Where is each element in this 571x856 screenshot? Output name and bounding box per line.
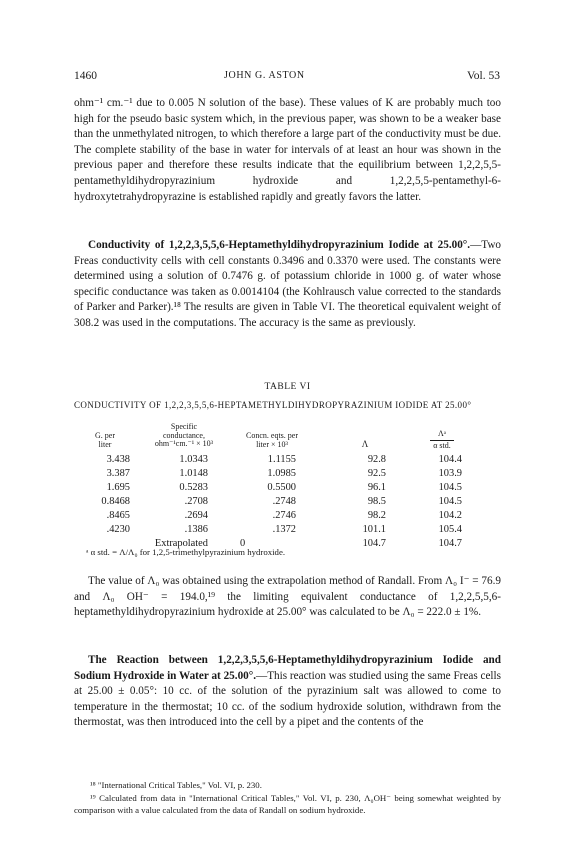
- cell: .8465: [106, 510, 130, 521]
- cell: 3.387: [106, 468, 130, 479]
- cell: 0.8468: [101, 496, 130, 507]
- cell: 1.1155: [267, 454, 296, 465]
- cell: 3.438: [106, 454, 130, 465]
- section-heading-reaction: The Reaction between 1,2,2,3,5,5,6-Heptamethyldihydropyrazinium Iodide and Sodium Hydroxide in Water at 25.00°.: [74, 654, 501, 682]
- col-header-specific-conductance: [144, 423, 224, 449]
- table-title: TABLE VI: [264, 382, 311, 392]
- cell: 104.2: [438, 510, 462, 521]
- table-row: [74, 524, 501, 538]
- cell: 104.7: [362, 538, 386, 549]
- table-row: [74, 496, 501, 510]
- cell: .2708: [184, 496, 208, 507]
- col-header-concentration: [232, 432, 312, 449]
- cell: 1.0148: [179, 468, 208, 479]
- cell: 98.2: [367, 510, 386, 521]
- paragraph-limiting-conductance: The value of Λ₀ was obtained using the extrapolation method of Randall. From Λ₀ I⁻ = 76.9 and Λ₀ OH⁻ = 194.0,¹⁹ the limiting equivalent conductance of 1,2,2,5,5,6-heptamethyldihydropyrazinium hydroxide at 25.00° was calculated to be Λ₀ = 222.0 ± 1%.: [74, 575, 501, 619]
- table-row: [74, 482, 501, 496]
- cell: 104.7: [438, 538, 462, 549]
- col-header-lambda: Λ: [361, 439, 369, 449]
- cell: .1372: [272, 524, 296, 535]
- header-line: Concn. eqts. per: [246, 431, 298, 440]
- cell: .2746: [272, 510, 296, 521]
- header-line: conductance,: [163, 430, 205, 440]
- col-header-g-per-liter: [82, 432, 128, 449]
- header-line: Specific: [170, 422, 198, 431]
- paragraph-conductivity-body: —Two Freas conductivity cells with cell constants 0.3496 and 0.3370 were used. The constants were determined using a solution of 0.7476 g. of potassium chloride in 1000 g. of water whose specific conductance was taken as 0.0014104 (the Kohlrausch value corrected to the standards of Parker and Parker).¹⁸ The results are given in Table VI. The theoretical equivalent weight of 308.2 was used in the computations. The accuracy is the same as previously.: [74, 239, 501, 329]
- table-row: [74, 454, 501, 468]
- col-header-lambda-ratio: [420, 430, 464, 450]
- cell: 96.1: [367, 482, 386, 493]
- cell: 101.1: [362, 524, 386, 535]
- footnote-19: ¹⁹ Calculated from data in "International Critical Tables," Vol. VI, p. 230, Λ₀OH⁻ being somewhat weighted by comparison with a value calculated from the data of Randall on sodium hydroxide.: [74, 793, 501, 815]
- running-author: JOHN G. ASTON: [224, 70, 305, 81]
- cell: 1.695: [106, 482, 130, 493]
- page-header: [74, 70, 500, 86]
- cell: 0.5500: [267, 482, 296, 493]
- volume-label: Vol. 53: [466, 70, 500, 82]
- header-line: ohm⁻¹cm.⁻¹ × 10³: [154, 439, 214, 448]
- cell: 104.5: [438, 496, 462, 507]
- cell: .2748: [272, 496, 296, 507]
- paragraph-reaction: [74, 653, 501, 731]
- cell: 98.5: [367, 496, 386, 507]
- cell: 104.4: [438, 454, 462, 465]
- cell: 1.0985: [267, 468, 296, 479]
- paragraph-intro: ohm⁻¹ cm.⁻¹ due to 0.005 N solution of the base). These values of K are probably much too high for the pseudo basic system which, in the previous paper, was shown to be a weaker base than the unmethylated nitrogen, to which therefore a large part of the conductivity must be due. The complete stability of the base in water for intervals of at least an hour was shown in the previous paper and therefore these results indicate that the equilibrium between 1,2,2,5,5-pentamethyldihydropyrazinium hydroxide and 1,2,2,5,5-pentamethyl-6-hydroxytetrahydropyrazine is established rapidly and greatly favors the latter.: [74, 97, 501, 203]
- header-line: G. per: [95, 431, 115, 440]
- table-row: [74, 468, 501, 482]
- cell: .2694: [184, 510, 208, 521]
- page-number: 1460: [74, 70, 97, 82]
- cell: 1.0343: [179, 454, 208, 465]
- header-line: liter: [98, 439, 112, 449]
- table-row: [74, 510, 501, 524]
- header-line: Λᵃ: [438, 429, 446, 438]
- cell: Extrapolated: [154, 538, 208, 549]
- cell: 105.4: [438, 524, 462, 535]
- table-caption: CONDUCTIVITY OF 1,2,2,3,5,5,6-HEPTAMETHYLDIHYDROPYRAZINIUM IODIDE AT 25.00°: [74, 400, 472, 410]
- footnote-18: ¹⁸ "International Critical Tables," Vol. VI, p. 230.: [90, 780, 262, 790]
- cell: .4230: [106, 524, 130, 535]
- section-heading-conductivity: Conductivity of 1,2,2,3,5,5,6-Heptamethyldihydropyrazinium Iodide at 25.00°.: [88, 239, 471, 251]
- cell: 0.5283: [179, 482, 208, 493]
- paragraph-conductivity: [74, 238, 501, 332]
- cell: 92.5: [367, 468, 386, 479]
- cell: 103.9: [438, 468, 462, 479]
- cell: 104.5: [438, 482, 462, 493]
- cell: 92.8: [367, 454, 386, 465]
- table-footnote: ᵃ α std. = Λ/Λ₀ for 1,2,5-trimethylpyrazinium hydroxide.: [86, 547, 286, 557]
- cell: 0: [240, 538, 246, 549]
- cell: .1386: [184, 524, 208, 535]
- header-line: liter × 10³: [256, 439, 288, 449]
- header-line: α std.: [433, 440, 451, 450]
- paragraph-reaction-body: —This reaction was studied using the same Freas cells at 25.00 ± 0.05°: 10 cc. of the solution of the pyrazinium salt was allowed to come to temperature in the thermostat; 10 cc. of the sodium hydroxide solution, withdrawn from the thermostat, was then introduced into the cell by a pipet and the contents of the: [74, 669, 501, 729]
